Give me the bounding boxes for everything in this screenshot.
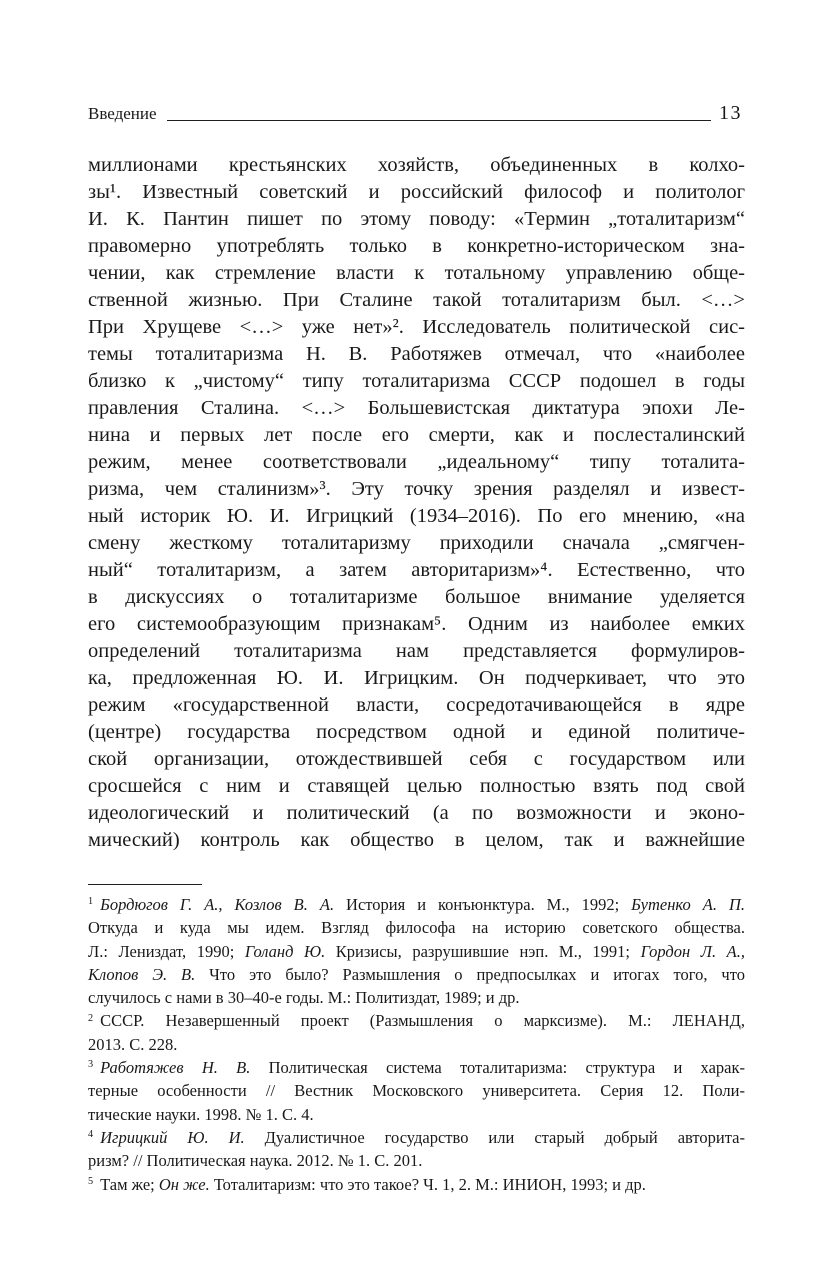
footnote-line: Л.: Лениздат, 1990; Голанд Ю. Кризисы, разрушившие нэп. М., 1991; Гордон Л. А., (88, 941, 745, 961)
body-line: сросшейся с ним и ставящей целью полностью взять под свой (88, 775, 745, 797)
body-line: зы¹. Известный советский и российский философ и политолог (88, 181, 745, 203)
running-title: Введение (88, 104, 157, 123)
body-line: чении, как стремление власти к тотальному управлению обще- (88, 262, 745, 284)
footnote-line: Откуда и куда мы идем. Взгляд философа на историю советского общества. (88, 918, 745, 938)
body-line: мический) контроль как общество в целом, так и важнейшие (88, 829, 745, 851)
footnote-line: ризм? // Политическая наука. 2012. № 1. С. 201. (88, 1151, 423, 1171)
body-line: (центре) государства посредством одной и единой политиче- (88, 721, 745, 743)
body-line: близко к „чистому“ типу тоталитаризма СССР подошел в годы (88, 370, 745, 392)
body-line: его системообразующим признакам⁵. Одним из наиболее емких (88, 613, 745, 635)
footnote-marker: 5 (88, 1175, 94, 1187)
body-line: режим «государственной власти, сосредотачивающейся в ядре (88, 694, 745, 716)
footnote-line: $^5$ Там же; Он же. Тоталитаризм: что это такое? Ч. 1, 2. М.: ИНИОН, 1993; и др. (88, 1174, 646, 1194)
body-line: в дискуссиях о тоталитаризме большое внимание уделяется (88, 586, 745, 608)
body-line: идеологический и политический (а по возможности и эконо- (88, 802, 745, 824)
footnote-separator (88, 884, 202, 885)
footnote-marker: 3 (88, 1059, 94, 1071)
footnote (88, 1126, 745, 1173)
body-line: При Хрущеве <…> уже нет»². Исследователь политической сис- (88, 316, 745, 338)
body-line: миллионами крестьянских хозяйств, объединенных в колхо- (88, 154, 745, 176)
running-head (88, 101, 742, 125)
footnote-line: тические науки. 1998. № 1. С. 4. (88, 1104, 314, 1124)
footnote (88, 893, 745, 1009)
footnote-marker: 2 (88, 1012, 94, 1024)
body-line: нина и первых лет после его смерти, как и послесталинский (88, 424, 745, 446)
body-text (88, 152, 745, 854)
body-line: ный историк Ю. И. Игрицкий (1934–2016). По его мнению, «на (88, 505, 745, 527)
footnote-line: $^1$ Бордюгов Г. А., Козлов В. А. История и конъюнктура. М., 1992; Бутенко А. П. (88, 895, 745, 914)
body-line: правления Сталина. <…> Большевистская диктатура эпохи Ле- (88, 397, 745, 419)
body-line: режим, менее соответствовали „идеальному“ типу тоталита- (88, 451, 745, 473)
footnote (88, 1173, 745, 1196)
body-line: темы тоталитаризма Н. В. Работяжев отмечал, что «наиболее (88, 343, 745, 365)
body-line: ственной жизнью. При Сталине такой тоталитаризм был. <…> (88, 289, 745, 311)
body-line: определений тоталитаризма нам представляется формулиров- (88, 640, 745, 662)
footnote-marker: 1 (88, 896, 94, 908)
footnote (88, 1056, 745, 1126)
footnote-line: $^4$ Игрицкий Ю. И. Дуалистичное государство или старый добрый авторита- (88, 1127, 745, 1147)
footnotes (88, 893, 745, 1196)
body-line: смену жесткому тоталитаризму приходили сначала „смягчен- (88, 532, 745, 554)
body-line: И. К. Пантин пишет по этому поводу: «Термин „тоталитаризм“ (88, 208, 745, 230)
body-line: ской организации, отождествившей себя с государством или (88, 748, 745, 770)
body-line: правомерно употреблять только в конкретно-историческом зна- (88, 235, 745, 257)
body-line: ризма, чем сталинизм»³. Эту точку зрения разделял и извест- (88, 478, 745, 500)
footnote-line: Клопов Э. В. Что это было? Размышления о предпосылках и итогах того, что (88, 964, 745, 984)
header-rule (167, 120, 711, 121)
body-line: ка, предложенная Ю. И. Игрицким. Он подчеркивает, что это (88, 667, 745, 689)
footnote-line: 2013. С. 228. (88, 1034, 178, 1054)
footnote-marker: 4 (88, 1129, 94, 1141)
page-number: 13 (719, 102, 742, 124)
footnote-line: случилось с нами в 30–40-е годы. М.: Политиздат, 1989; и др. (88, 988, 520, 1008)
footnote (88, 1009, 745, 1056)
footnote-line: $^3$ Работяжев Н. В. Политическая система тоталитаризма: структура и харак- (88, 1058, 745, 1078)
footnote-line: $^2$ СССР. Незавершенный проект (Размышления о марксизме). М.: ЛЕНАНД, (88, 1011, 745, 1031)
body-line: ный“ тоталитаризм, а затем авторитаризм»⁴. Естественно, что (88, 559, 745, 581)
footnote-line: терные особенности // Вестник Московского университета. Серия 12. Поли- (88, 1081, 745, 1101)
